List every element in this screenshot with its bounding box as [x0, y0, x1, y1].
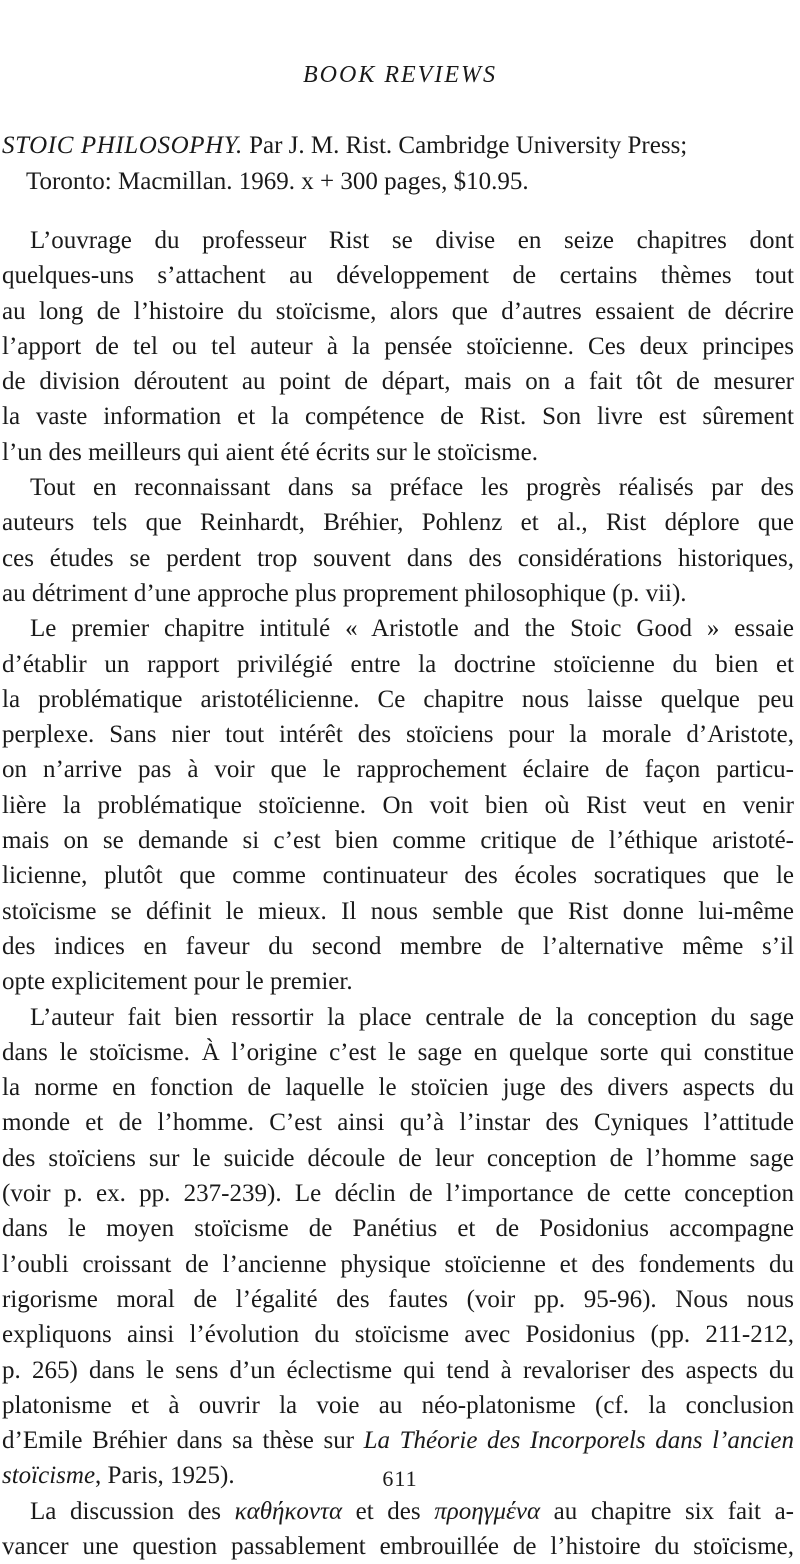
text-line: p. 265) dans le sens d’un éclectisme qui tend à revaloriser des aspects du: [2, 1356, 794, 1384]
text-line: l’oubli croissant de l’ancienne physique stoïcienne et des fondements du: [2, 1250, 794, 1278]
text-line: la problématique aristotélicienne. Ce chapitre nous laisse quelque peu: [2, 685, 794, 713]
citation-line-1: [2, 128, 794, 164]
review-body: [2, 223, 794, 1564]
paragraph-3: [2, 611, 794, 999]
text-line: la vaste information et la compétence de Rist. Son livre est sûrement: [2, 403, 794, 431]
text-line: de division déroutent au point de départ, mais on a fait tôt de mesurer: [2, 368, 794, 396]
text-line: quelques-uns s’attachent au développement de certains thèmes tout: [2, 262, 794, 290]
text-line: licienne, plutôt que comme continuateur des écoles socratiques que le: [2, 862, 794, 890]
text-line: platonisme et à ouvrir la voie au néo-platonisme (cf. la conclusion: [2, 1391, 794, 1419]
citation-line-2: Toronto: Macmillan. 1969. x + 300 pages, $10.95.: [26, 168, 529, 195]
text-line: mais on se demande si c’est bien comme critique de l’éthique aristoté-: [2, 827, 794, 855]
text-line: expliquons ainsi l’évolution du stoïcisme avec Posidonius (pp. 211-212,: [2, 1321, 794, 1349]
text-line: vancer une question passablement embrouillée de l’histoire du stoïcisme,: [2, 1532, 794, 1560]
text-line: L’ouvrage du professeur Rist se divise en seize chapitres dont: [30, 227, 794, 254]
text-line: Tout en reconnaissant dans sa préface les progrès réalisés par des: [30, 474, 794, 502]
text-line: on n’arrive pas à voir que le rapprochement éclaire de façon particu-: [2, 756, 794, 784]
text-line: dans le stoïcisme. À l’origine c’est le sage en quelque sorte qui constitue: [2, 1038, 794, 1066]
text-line: [2, 1494, 794, 1529]
text-line: stoïcisme se définit le mieux. Il nous semble que Rist donne lui-même: [2, 897, 794, 925]
text-run: et des: [342, 1497, 435, 1525]
text-run: , Paris, 1925).: [95, 1462, 235, 1490]
text-line: dans le moyen stoïcisme de Panétius et de Posidonius accompagne: [2, 1215, 794, 1243]
text-line: auteurs tels que Reinhardt, Bréhier, Pohlenz et al., Rist déplore que: [2, 509, 794, 537]
text-line: la norme en fonction de laquelle le stoïcien juge des divers aspects du: [2, 1074, 794, 1102]
page-number: 611: [382, 1466, 418, 1491]
text-run: La discussion des: [30, 1497, 235, 1525]
book-title: STOIC PHILOSOPHY.: [2, 132, 243, 159]
text-run: d’Emile Bréhier dans sa thèse sur: [2, 1427, 364, 1455]
text-line: perplexe. Sans nier tout intérêt des stoïciens pour la morale d’Aristote,: [2, 721, 794, 749]
text-line: rigorisme moral de l’égalité des fautes (voir pp. 95-96). Nous nous: [2, 1285, 794, 1313]
text-line: lière la problématique stoïcienne. On voit bien où Rist veut en venir: [2, 791, 794, 819]
text-line: d’établir un rapport privilégié entre la doctrine stoïcienne du bien et: [2, 650, 794, 678]
text-line: l’apport de tel ou tel auteur à la pensée stoïcienne. Ces deux principes: [2, 332, 794, 360]
greek-term: καθήκοντα: [234, 1497, 343, 1525]
citation-publisher: Par J. M. Rist. Cambridge University Press;: [242, 132, 688, 159]
text-line: des indices en faveur du second membre de l’alternative même s’il: [2, 932, 794, 960]
text-line: monde et de l’homme. C’est ainsi qu’à l’instar des Cyniques l’attitude: [2, 1109, 794, 1137]
text-line: des stoïciens sur le suicide découle de leur conception de l’homme sage: [2, 1144, 794, 1172]
text-run: au chapitre six fait a-: [540, 1497, 795, 1525]
text-line: ces études se perdent trop souvent dans des considérations historiques,: [2, 544, 794, 572]
paragraph-1: [2, 223, 794, 470]
paragraph-2: [2, 470, 794, 611]
book-citation: [2, 128, 794, 200]
text-line: L’auteur fait bien ressortir la place centrale de la conception du sage: [30, 1003, 794, 1031]
text-line: au long de l’histoire du stoïcisme, alors que d’autres essaient de décrire: [2, 297, 794, 325]
cited-work-title-end: stoïcisme: [2, 1462, 96, 1490]
text-line: opte explicitement pour le premier.: [2, 968, 353, 996]
text-line: (voir p. ex. pp. 237-239). Le déclin de l’importance de cette conception: [2, 1180, 794, 1208]
paragraph-5: [2, 1494, 794, 1564]
text-line: l’un des meilleurs qui aient été écrits sur le stoïcisme.: [2, 438, 538, 466]
running-head: BOOK REVIEWS: [303, 62, 497, 88]
paragraph-4: [2, 1000, 794, 1494]
greek-term: προηγμένα: [434, 1497, 541, 1525]
cited-work-title: La Théorie des Incorporels dans l’ancien: [363, 1427, 794, 1455]
text-line: [2, 1423, 794, 1458]
text-line: au détriment d’une approche plus proprement philosophique (p. vii).: [2, 579, 687, 607]
text-line: Le premier chapitre intitulé « Aristotle and the Stoic Good » essaie: [30, 615, 794, 643]
